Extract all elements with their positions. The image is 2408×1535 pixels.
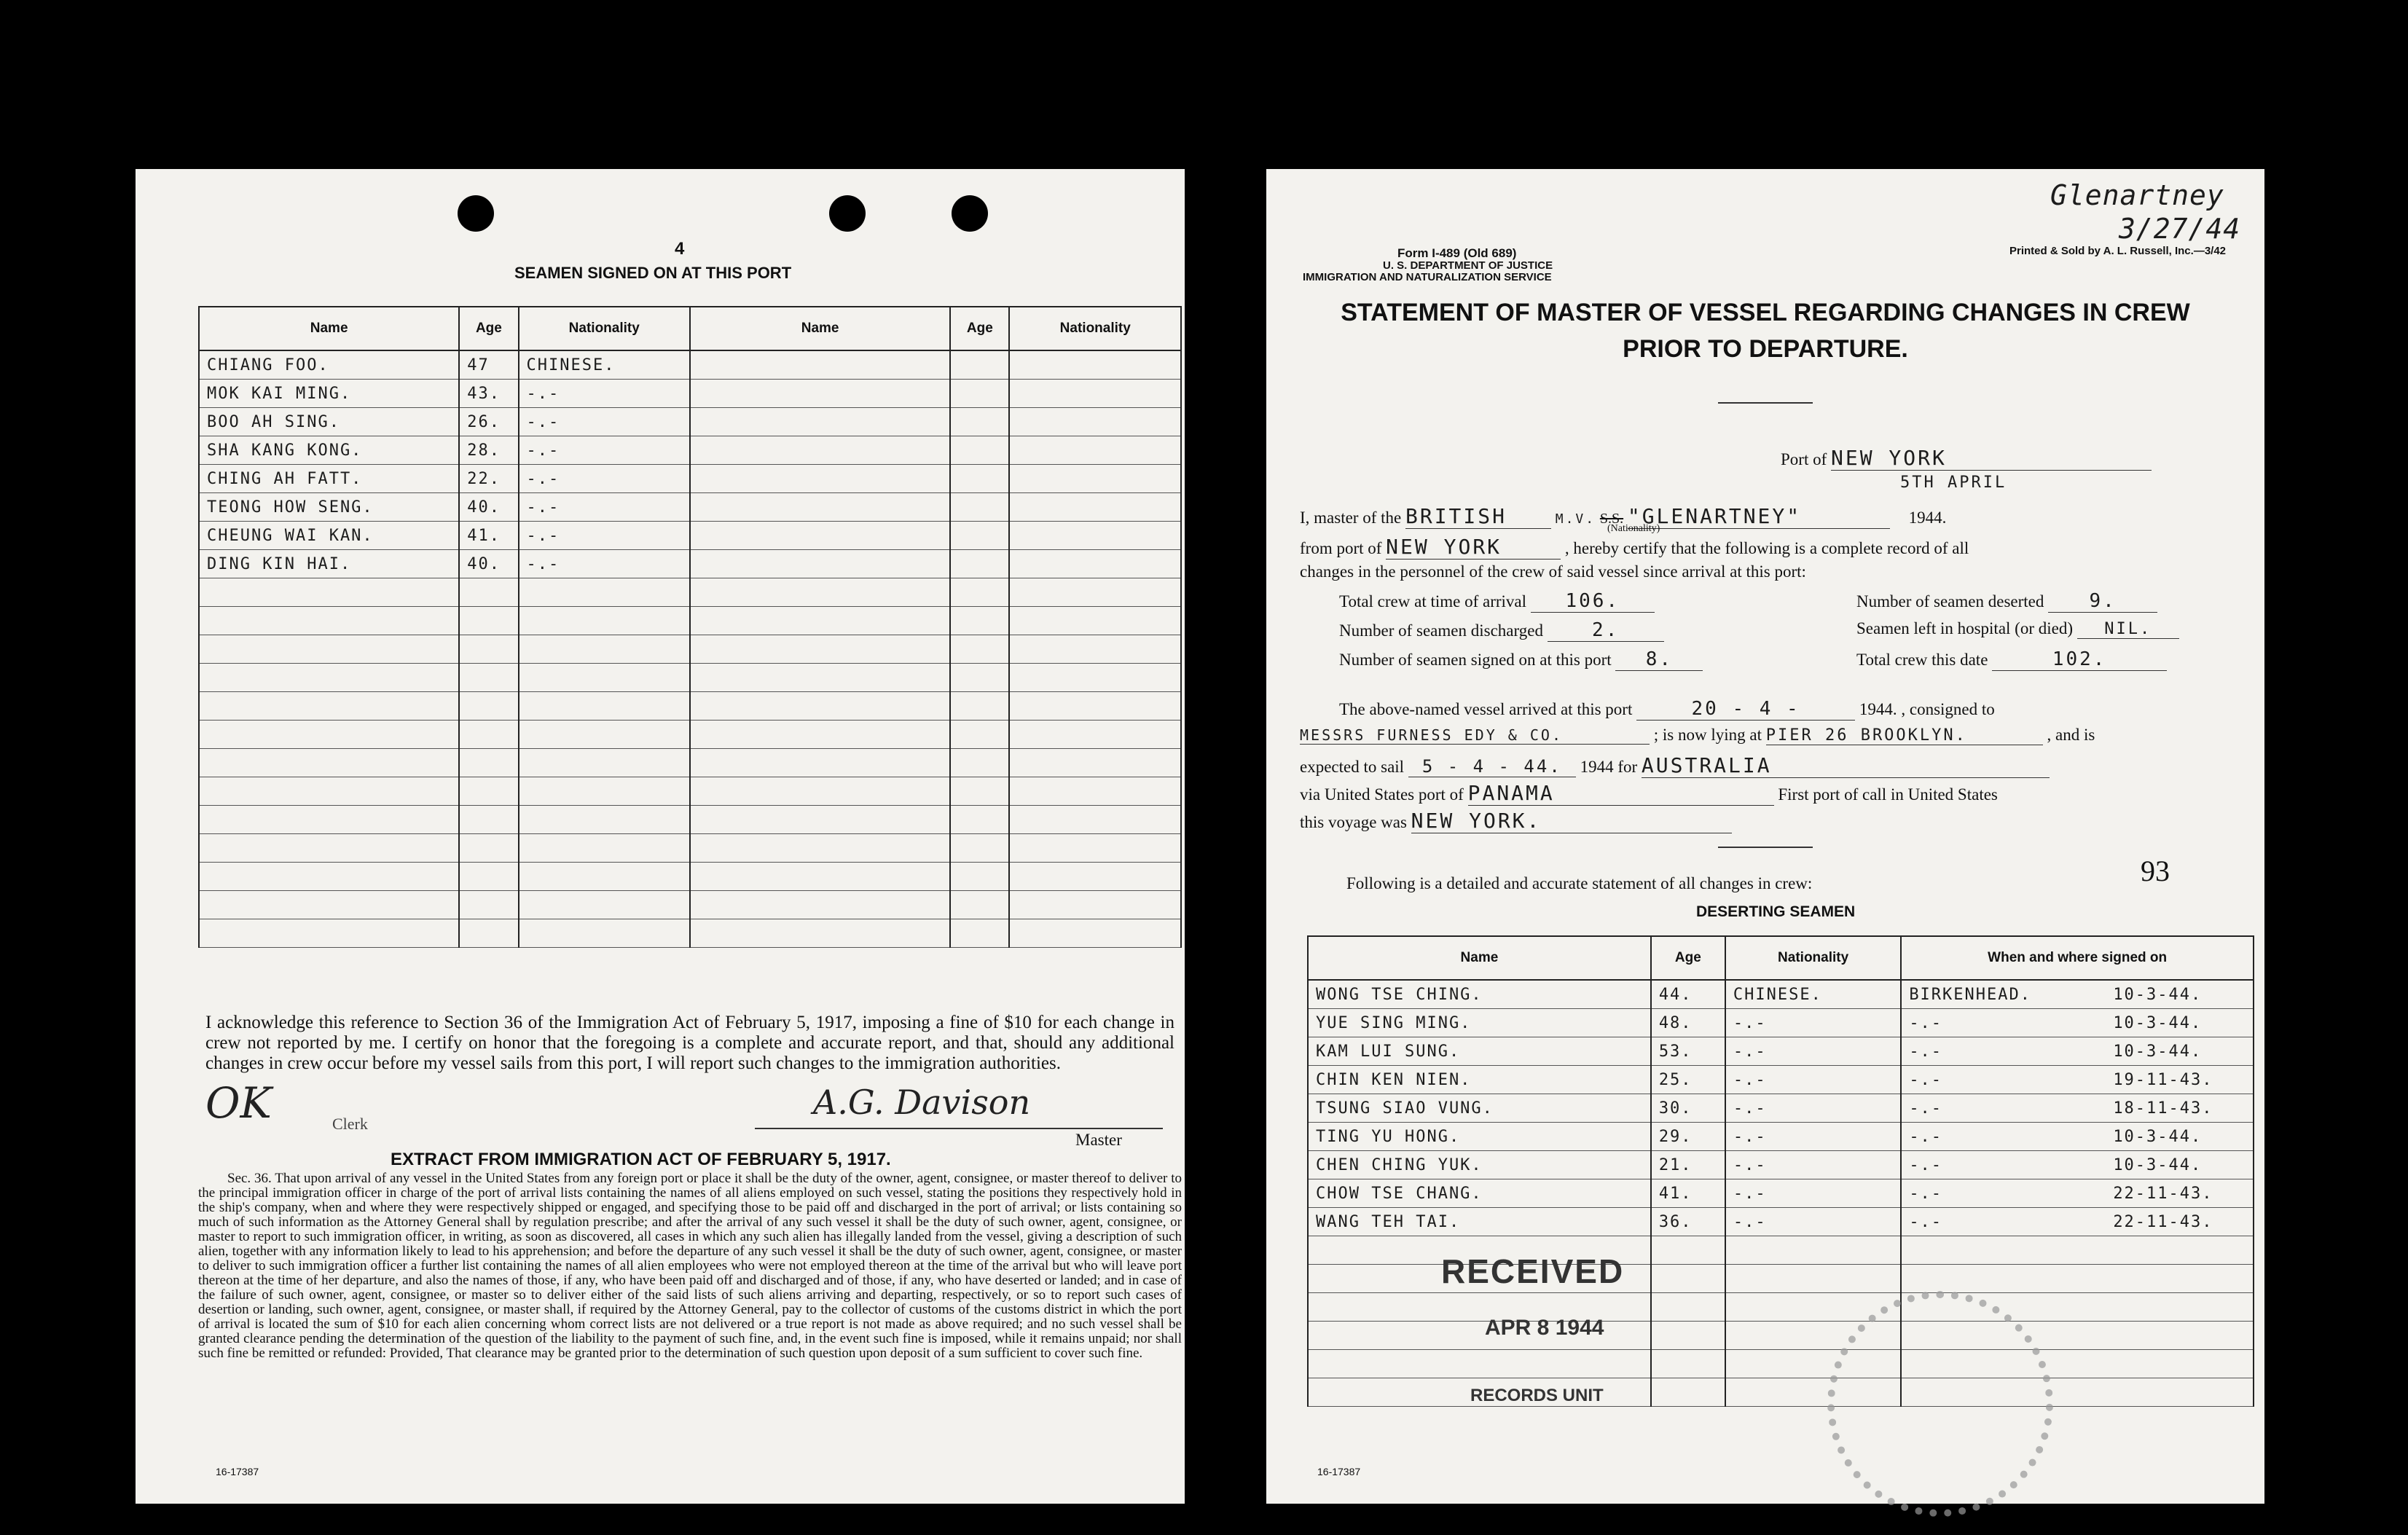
col-age: Age bbox=[459, 307, 518, 350]
cell-nationality bbox=[519, 607, 690, 635]
stat-discharged: Number of seamen discharged 2. bbox=[1339, 619, 1664, 642]
following-text: Following is a detailed and accurate statement of all changes in crew: bbox=[1346, 874, 1813, 892]
clerk-initials: OK bbox=[205, 1078, 272, 1128]
cell-nationality: CHINESE. bbox=[519, 350, 690, 380]
cell-name bbox=[199, 891, 459, 919]
cell-name: TSUNG SIAO VUNG. bbox=[1308, 1094, 1651, 1123]
cell-empty bbox=[690, 493, 950, 522]
cell-name: DING KIN HAI. bbox=[199, 550, 459, 578]
signed-on-date: 22-11-43. bbox=[2113, 1212, 2213, 1231]
cell-when-where bbox=[1901, 1151, 2254, 1179]
cell-nationality: -.- bbox=[1725, 1066, 1901, 1094]
cell-empty bbox=[950, 891, 1009, 919]
cell-nationality bbox=[519, 834, 690, 863]
cell-name bbox=[199, 664, 459, 692]
table-row bbox=[1308, 1037, 2254, 1066]
table-row bbox=[199, 380, 1181, 408]
cell-empty bbox=[690, 863, 950, 891]
col-age: Age bbox=[1651, 936, 1725, 980]
cell-when-where bbox=[1901, 1265, 2254, 1293]
cell-name: CHEUNG WAI KAN. bbox=[199, 522, 459, 550]
table-row bbox=[1308, 1293, 2254, 1322]
cell-empty bbox=[1009, 806, 1181, 834]
cell-name bbox=[199, 806, 459, 834]
cell-nationality bbox=[519, 891, 690, 919]
vessel-type-struck: S.S. bbox=[1599, 511, 1624, 527]
cell-nationality: -.- bbox=[519, 493, 690, 522]
cell-when-where bbox=[1901, 1094, 2254, 1123]
cell-empty bbox=[950, 777, 1009, 806]
circular-stamp bbox=[1827, 1291, 2053, 1517]
signed-on-table bbox=[198, 306, 1182, 948]
cell-empty bbox=[690, 380, 950, 408]
cell-empty bbox=[690, 806, 950, 834]
cell-nationality: -.- bbox=[519, 436, 690, 465]
form-code: 16-17387 bbox=[1317, 1466, 1361, 1477]
cell-empty bbox=[690, 465, 950, 493]
cell-age bbox=[1651, 1378, 1725, 1407]
port-value: NEW YORK bbox=[1831, 446, 2152, 471]
title-rule bbox=[1718, 402, 1813, 404]
cell-name bbox=[199, 692, 459, 721]
top-note-vessel: Glenartney bbox=[2050, 179, 2224, 211]
cell-empty bbox=[690, 635, 950, 664]
cell-age: 36. bbox=[1651, 1208, 1725, 1236]
cell-age: 41. bbox=[1651, 1179, 1725, 1208]
cell-nationality bbox=[519, 692, 690, 721]
cell-empty bbox=[950, 692, 1009, 721]
table-row bbox=[199, 777, 1181, 806]
cell-empty bbox=[1009, 550, 1181, 578]
signed-on-date: 22-11-43. bbox=[2113, 1184, 2213, 1203]
cell-empty bbox=[950, 863, 1009, 891]
table-row bbox=[1308, 1066, 2254, 1094]
cell-empty bbox=[1009, 664, 1181, 692]
cell-empty bbox=[950, 522, 1009, 550]
cell-empty bbox=[1009, 863, 1181, 891]
cell-empty bbox=[950, 380, 1009, 408]
cell-empty bbox=[950, 350, 1009, 380]
cell-empty bbox=[950, 749, 1009, 777]
punch-hole-left-2 bbox=[829, 195, 866, 232]
cell-when-where bbox=[1901, 1123, 2254, 1151]
cell-empty bbox=[950, 635, 1009, 664]
cell-age bbox=[459, 863, 518, 891]
signature-line bbox=[755, 1128, 1163, 1129]
cell-name bbox=[199, 607, 459, 635]
via-line: via United States port of PANAMA First port of call in United States bbox=[1300, 781, 1998, 805]
col-name-2: Name bbox=[690, 307, 950, 350]
table-row bbox=[1308, 1322, 2254, 1350]
top-note-date: 3/27/44 bbox=[2119, 213, 2241, 245]
cell-empty bbox=[950, 834, 1009, 863]
cell-empty bbox=[950, 436, 1009, 465]
cell-name: CHEN CHING YUK. bbox=[1308, 1151, 1651, 1179]
signed-on-date: 10-3-44. bbox=[2113, 1155, 2203, 1174]
cell-when-where bbox=[1901, 1066, 2254, 1094]
printer-credit: Printed & Sold by A. L. Russell, Inc.—3/42 bbox=[2009, 245, 2227, 257]
cell-age: 53. bbox=[1651, 1037, 1725, 1066]
changes-text: changes in the personnel of the crew of said vessel since arrival at this port: bbox=[1300, 562, 1806, 581]
cell-name bbox=[199, 578, 459, 607]
left-page bbox=[136, 169, 1185, 1504]
cell-nationality: -.- bbox=[519, 522, 690, 550]
cell-empty bbox=[690, 692, 950, 721]
col-nationality: Nationality bbox=[1725, 936, 1901, 980]
cell-age bbox=[1651, 1322, 1725, 1350]
cell-empty bbox=[690, 664, 950, 692]
stat-deserted: Number of seamen deserted 9. bbox=[1856, 590, 2157, 613]
cell-age bbox=[1651, 1236, 1725, 1265]
extract-title: EXTRACT FROM IMMIGRATION ACT OF FEBRUARY 5, 1917. bbox=[391, 1150, 891, 1169]
cell-nationality bbox=[519, 635, 690, 664]
cell-when-where bbox=[1901, 1009, 2254, 1037]
master-label: Master bbox=[1075, 1131, 1122, 1149]
cell-empty bbox=[950, 721, 1009, 749]
signed-on-date: 10-3-44. bbox=[2113, 1127, 2203, 1146]
cell-age bbox=[1651, 1265, 1725, 1293]
cell-nationality: -.- bbox=[1725, 1094, 1901, 1123]
cell-empty bbox=[1009, 919, 1181, 948]
cell-empty bbox=[690, 408, 950, 436]
certify-text: , hereby certify that the following is a complete record of all bbox=[1564, 539, 1969, 557]
cell-nationality bbox=[519, 664, 690, 692]
punch-hole-left-3 bbox=[952, 195, 988, 232]
cell-empty bbox=[950, 919, 1009, 948]
from-port-value: NEW YORK bbox=[1386, 535, 1561, 560]
cell-empty bbox=[950, 578, 1009, 607]
col-when-where: When and where signed on bbox=[1901, 936, 2254, 980]
cell-nationality bbox=[519, 578, 690, 607]
cell-age bbox=[459, 834, 518, 863]
cell-age bbox=[1651, 1350, 1725, 1378]
stat-total-arrival: Total crew at time of arrival 106. bbox=[1339, 590, 1655, 613]
cell-nationality bbox=[1725, 1265, 1901, 1293]
signed-on-date: 10-3-44. bbox=[2113, 1013, 2203, 1032]
stat-signed-on: Number of seamen signed on at this port 8. bbox=[1339, 648, 1703, 671]
signed-on-place: -.- bbox=[1909, 1070, 1943, 1089]
cell-empty bbox=[1009, 692, 1181, 721]
cell-age: 40. bbox=[459, 493, 518, 522]
cell-empty bbox=[690, 891, 950, 919]
cell-nationality: -.- bbox=[1725, 1123, 1901, 1151]
cell-empty bbox=[690, 550, 950, 578]
stat-total-date: Total crew this date 102. bbox=[1856, 648, 2167, 671]
cell-empty bbox=[690, 436, 950, 465]
cell-age: 29. bbox=[1651, 1123, 1725, 1151]
deserting-table bbox=[1307, 935, 2254, 1407]
cell-age bbox=[459, 635, 518, 664]
right-page bbox=[1266, 169, 2264, 1504]
cell-age bbox=[459, 919, 518, 948]
from-port-label: from port of bbox=[1300, 539, 1382, 557]
cell-name bbox=[199, 919, 459, 948]
cell-name: CHOW TSE CHANG. bbox=[1308, 1179, 1651, 1208]
stat-hospital: Seamen left in hospital (or died) NIL. bbox=[1856, 619, 2179, 639]
cell-name: WONG TSE CHING. bbox=[1308, 980, 1651, 1009]
cell-nationality: -.- bbox=[519, 380, 690, 408]
acknowledgement: I acknowledge this reference to Section 36 of the Immigration Act of February 5, 1917, imposing a fine of $10 for each change in crew not reported by me. I certify on honor that the foregoing is a complete and accurate report, and that, should any additional changes in crew occur before my vessel sails from this port, I will report such changes to the immigration authorities. bbox=[205, 1013, 1174, 1073]
cell-age bbox=[1651, 1293, 1725, 1322]
cell-empty bbox=[690, 578, 950, 607]
cell-empty bbox=[690, 607, 950, 635]
cell-nationality bbox=[519, 721, 690, 749]
received-stamp: RECEIVED bbox=[1441, 1252, 1625, 1290]
master-signature: A.G. Davison bbox=[813, 1083, 1031, 1122]
cell-nationality bbox=[519, 749, 690, 777]
deserting-title: DESERTING SEAMEN bbox=[1696, 903, 1856, 920]
cell-name bbox=[199, 721, 459, 749]
cell-age: 30. bbox=[1651, 1094, 1725, 1123]
table-row bbox=[199, 578, 1181, 607]
nationality-value: BRITISH bbox=[1405, 504, 1551, 529]
cell-name: WANG TEH TAI. bbox=[1308, 1208, 1651, 1236]
cell-age: 40. bbox=[459, 550, 518, 578]
cell-name bbox=[199, 863, 459, 891]
col-name: Name bbox=[1308, 936, 1651, 980]
cell-name: CHIN KEN NIEN. bbox=[1308, 1066, 1651, 1094]
cell-when-where bbox=[1901, 1208, 2254, 1236]
cell-nationality: -.- bbox=[519, 550, 690, 578]
cell-empty bbox=[690, 350, 950, 380]
cell-empty bbox=[950, 465, 1009, 493]
cell-age: 28. bbox=[459, 436, 518, 465]
cell-name: TING YU HONG. bbox=[1308, 1123, 1651, 1151]
cell-name: KAM LUI SUNG. bbox=[1308, 1037, 1651, 1066]
cell-age: 48. bbox=[1651, 1009, 1725, 1037]
port-label: Port of bbox=[1781, 450, 1827, 468]
cell-age bbox=[459, 721, 518, 749]
lying-line: MESSRS FURNESS EDY & CO. ; is now lying at PIER 26 BROOKLYN. , and is bbox=[1300, 726, 2095, 745]
voyage-rule bbox=[1718, 847, 1813, 848]
vessel-name: "GLENARTNEY" bbox=[1628, 504, 1890, 529]
table-row bbox=[199, 692, 1181, 721]
table-row bbox=[199, 919, 1181, 948]
cell-empty bbox=[1009, 465, 1181, 493]
signed-on-place: -.- bbox=[1909, 1184, 1943, 1203]
signed-on-place: -.- bbox=[1909, 1212, 1943, 1231]
port-line bbox=[1781, 446, 2152, 471]
table-row bbox=[199, 408, 1181, 436]
cell-empty bbox=[950, 664, 1009, 692]
department: U. S. DEPARTMENT OF JUSTICE bbox=[1383, 259, 1553, 272]
cell-name: TEONG HOW SENG. bbox=[199, 493, 459, 522]
date-value: 5TH APRIL bbox=[1900, 474, 2007, 492]
cell-nationality bbox=[519, 863, 690, 891]
cell-nationality: -.- bbox=[1725, 1037, 1901, 1066]
cell-nationality: -.- bbox=[1725, 1151, 1901, 1179]
cell-name bbox=[199, 749, 459, 777]
cell-age bbox=[459, 578, 518, 607]
cell-age: 25. bbox=[1651, 1066, 1725, 1094]
cell-age bbox=[459, 777, 518, 806]
table-row bbox=[199, 436, 1181, 465]
cell-name: CHIANG FOO. bbox=[199, 350, 459, 380]
col-name: Name bbox=[199, 307, 459, 350]
cell-name bbox=[199, 635, 459, 664]
extract-text: Sec. 36. That upon arrival of any vessel in the United States from any foreign port or place it shall be the duty of the owner, agent, consignee, or master thereof to deliver to the principal immigration officer in charge of the port of arrival lists containing the names of all aliens employed on such vessel, stating the positions they respectively hold in the ship's company, when and where they were respectively shipped or engaged, and specifying those to be paid off and discharged in the port of arrival; or lists containing so much of such information as the Attorney General shall by regulation prescribe; and after the arrival of any such vessel it shall be the duty of such owner, agent, consignee, or master to report to such immigration officer, in writing, as soon as discovered, all cases in which any such alien has illegally landed from the vessel, giving a description of such alien, together with any information likely to lead to his apprehension; and before the departure of any such vessel it shall be the duty of such owner, agent, consignee, or master to deliver to such immigration officer a further list containing the names of all alien employees who were not employed thereon at the time of the arrival but who will leave port thereon at the time of her departure, and also the names of those, if any, who have been paid off and discharged and of those, if any, who have deserted or landed; and in case of the failure of such owner, agent, consignee, or master so to deliver either of the said lists of such aliens arriving and departing, respectively, or so to report such cases of desertion or landing, such owner, agent, consignee, or master shall, if required by the Attorney General, pay to the collector of customs of the customs district in which the port of arrival is located the sum of $10 for each alien concerning whom correct lists are not delivered or a true report is not made as above required; and no such vessel shall be granted clearance pending the determination of the question of the liability to the payment of such fine, and, in the event such fine is imposed, while it remains unpaid; nor shall such fine be remitted or refunded: Provided, That clearance may be granted prior to the determination of such question upon deposit of a sum sufficient to cover such fine. bbox=[198, 1171, 1182, 1361]
signed-on-date: 10-3-44. bbox=[2113, 1042, 2203, 1061]
cell-when-where bbox=[1901, 1179, 2254, 1208]
records-unit-stamp: RECORDS UNIT bbox=[1470, 1386, 1604, 1405]
cell-age bbox=[459, 891, 518, 919]
signed-on-place: -.- bbox=[1909, 1155, 1943, 1174]
cell-name: CHING AH FATT. bbox=[199, 465, 459, 493]
section-title: SEAMEN SIGNED ON AT THIS PORT bbox=[514, 264, 792, 282]
cell-age: 47 bbox=[459, 350, 518, 380]
cell-name bbox=[199, 777, 459, 806]
form-number: Form I-489 (Old 689) bbox=[1397, 246, 1517, 260]
cell-nationality: CHINESE. bbox=[1725, 980, 1901, 1009]
cell-empty bbox=[1009, 350, 1181, 380]
cell-empty bbox=[1009, 891, 1181, 919]
signed-on-place: -.- bbox=[1909, 1099, 1943, 1118]
signed-on-place: -.- bbox=[1909, 1127, 1943, 1146]
signed-on-place: BIRKENHEAD. bbox=[1909, 985, 2032, 1004]
table-row bbox=[199, 522, 1181, 550]
cell-empty bbox=[690, 721, 950, 749]
table-row bbox=[199, 721, 1181, 749]
cell-nationality: -.- bbox=[1725, 1009, 1901, 1037]
cell-empty bbox=[950, 493, 1009, 522]
signed-on-date: 10-3-44. bbox=[2113, 985, 2203, 1004]
service: IMMIGRATION AND NATURALIZATION SERVICE bbox=[1303, 271, 1552, 283]
cell-nationality bbox=[519, 777, 690, 806]
table-row bbox=[199, 863, 1181, 891]
table-row bbox=[199, 550, 1181, 578]
cell-age: 22. bbox=[459, 465, 518, 493]
table-row bbox=[1308, 1378, 2254, 1407]
cell-empty bbox=[690, 749, 950, 777]
cell-nationality: -.- bbox=[1725, 1179, 1901, 1208]
cell-age: 43. bbox=[459, 380, 518, 408]
cell-when-where bbox=[1901, 1236, 2254, 1265]
table-row bbox=[199, 891, 1181, 919]
table-row bbox=[1308, 1094, 2254, 1123]
signed-on-date: 18-11-43. bbox=[2113, 1099, 2213, 1118]
cell-empty bbox=[950, 408, 1009, 436]
cell-age bbox=[459, 692, 518, 721]
form-title-line1: STATEMENT OF MASTER OF VESSEL REGARDING CHANGES IN CREW bbox=[1341, 299, 2190, 326]
cell-when-where bbox=[1901, 1037, 2254, 1066]
cell-nationality bbox=[519, 806, 690, 834]
signed-on-place: -.- bbox=[1909, 1042, 1943, 1061]
cell-name bbox=[199, 834, 459, 863]
cell-empty bbox=[1009, 777, 1181, 806]
table-row bbox=[199, 664, 1181, 692]
col-nationality-2: Nationality bbox=[1009, 307, 1181, 350]
clerk-label: Clerk bbox=[332, 1115, 368, 1133]
expected-line: expected to sail 5 - 4 - 44. 1944 for AUSTRALIA bbox=[1300, 753, 2050, 778]
cell-empty bbox=[1009, 721, 1181, 749]
form-code: 16-17387 bbox=[216, 1466, 259, 1477]
master-of-label: I, master of the bbox=[1300, 509, 1402, 527]
signed-on-date: 19-11-43. bbox=[2113, 1070, 2213, 1089]
punch-hole-left-1 bbox=[458, 195, 494, 232]
cell-empty bbox=[1009, 578, 1181, 607]
cell-age: 21. bbox=[1651, 1151, 1725, 1179]
table-row bbox=[199, 493, 1181, 522]
signed-on-place: -.- bbox=[1909, 1013, 1943, 1032]
cell-age bbox=[459, 607, 518, 635]
nationality-caption: (Nationality) bbox=[1607, 523, 1660, 534]
cell-age: 26. bbox=[459, 408, 518, 436]
cell-name: YUE SING MING. bbox=[1308, 1009, 1651, 1037]
col-nationality: Nationality bbox=[519, 307, 690, 350]
cell-empty bbox=[690, 522, 950, 550]
cell-empty bbox=[690, 919, 950, 948]
table-row bbox=[199, 834, 1181, 863]
table-row bbox=[199, 465, 1181, 493]
table-row bbox=[1308, 980, 2254, 1009]
cell-empty bbox=[1009, 834, 1181, 863]
table-row bbox=[199, 806, 1181, 834]
page-number: 4 bbox=[675, 239, 685, 259]
cell-age: 44. bbox=[1651, 980, 1725, 1009]
cell-age: 41. bbox=[459, 522, 518, 550]
cell-nationality: -.- bbox=[1725, 1208, 1901, 1236]
table-row bbox=[199, 635, 1181, 664]
cell-empty bbox=[690, 834, 950, 863]
cell-empty bbox=[1009, 493, 1181, 522]
table-row bbox=[1308, 1123, 2254, 1151]
page-number-stamp: 93 bbox=[2141, 855, 2170, 887]
table-row bbox=[1308, 1350, 2254, 1378]
cell-empty bbox=[1009, 607, 1181, 635]
table-row bbox=[1308, 1179, 2254, 1208]
cell-when-where bbox=[1901, 980, 2254, 1009]
cell-empty bbox=[1009, 522, 1181, 550]
cell-empty bbox=[950, 806, 1009, 834]
cell-empty bbox=[950, 607, 1009, 635]
received-date-stamp: APR 8 1944 bbox=[1485, 1316, 1604, 1340]
table-row bbox=[1308, 1208, 2254, 1236]
cell-nationality: -.- bbox=[519, 465, 690, 493]
cell-name: BOO AH SING. bbox=[199, 408, 459, 436]
cell-age bbox=[459, 749, 518, 777]
table-row bbox=[199, 607, 1181, 635]
cell-empty bbox=[1009, 635, 1181, 664]
cell-age bbox=[459, 664, 518, 692]
vessel-type: M.V. bbox=[1555, 511, 1596, 527]
arrived-line: The above-named vessel arrived at this port 20 - 4 - 1944. , consigned to bbox=[1339, 698, 1995, 720]
table-row bbox=[1308, 1151, 2254, 1179]
table-row bbox=[199, 749, 1181, 777]
col-age-2: Age bbox=[950, 307, 1009, 350]
cell-name: SHA KANG KONG. bbox=[199, 436, 459, 465]
cell-name: MOK KAI MING. bbox=[199, 380, 459, 408]
cell-age bbox=[459, 806, 518, 834]
cell-empty bbox=[690, 777, 950, 806]
cell-name bbox=[1308, 1350, 1651, 1378]
cell-empty bbox=[1009, 436, 1181, 465]
cell-empty bbox=[1009, 749, 1181, 777]
cell-nationality bbox=[519, 919, 690, 948]
cell-nationality: -.- bbox=[519, 408, 690, 436]
voyage-line: this voyage was NEW YORK. bbox=[1300, 809, 1732, 833]
from-port-line bbox=[1300, 535, 1969, 560]
cell-empty bbox=[950, 550, 1009, 578]
table-row bbox=[1308, 1009, 2254, 1037]
cell-empty bbox=[1009, 408, 1181, 436]
year-value: 1944. bbox=[1908, 509, 1947, 527]
cell-nationality bbox=[1725, 1236, 1901, 1265]
form-title-line2: PRIOR TO DEPARTURE. bbox=[1623, 335, 1908, 363]
cell-empty bbox=[1009, 380, 1181, 408]
table-row bbox=[199, 350, 1181, 380]
